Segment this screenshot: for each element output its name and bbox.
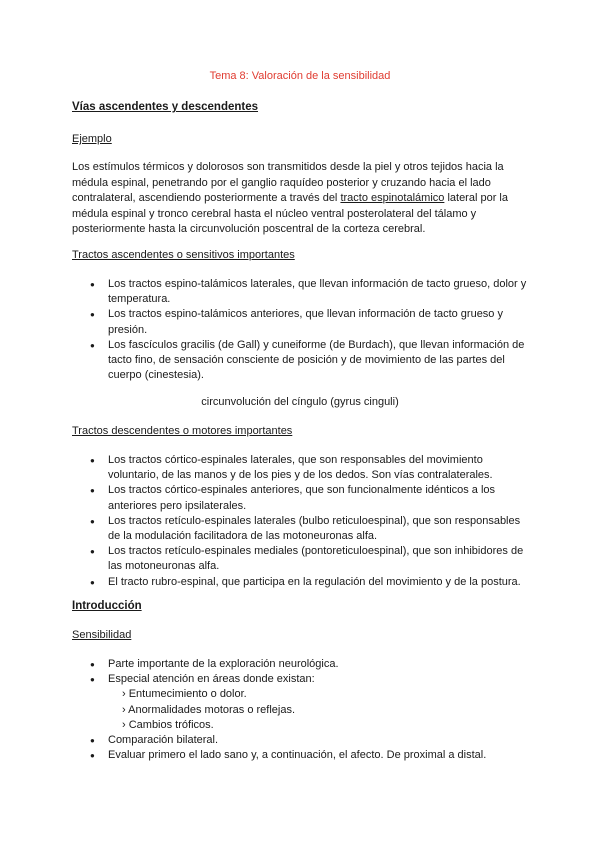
section-heading-vias: Vías ascendentes y descendentes — [72, 101, 259, 113]
section-heading-introduccion: Introducción — [72, 600, 142, 612]
list-item: ● Comparación bilateral. — [90, 733, 530, 748]
sub-list-item: › Anormalidades motoras o reflejas. — [122, 703, 296, 716]
list-item: ● Los tractos espino-talámicos anteriores, que llevan información de tacto grueso y presión. — [90, 307, 530, 337]
list-item: ● Los tractos córtico-espinales laterales, que son responsables del movimiento voluntario, de las manos y de los pies y de los dedos. Son vías contralaterales. — [90, 453, 530, 483]
ascending-tracts-list — [90, 277, 530, 383]
sub-list-item: › Entumecimiento o dolor. — [122, 688, 247, 701]
list-item: ● Los tractos córtico-espinales anteriores, que son funcionalmente idénticos a los anteriores pero ipsilaterales. — [90, 483, 530, 513]
list-item: ● Los tractos retículo-espinales mediales (pontoreticuloespinal), que son inhibidores de las motoneuronas alfa. — [90, 544, 530, 574]
ascending-tracts-heading: Tractos ascendentes o sensitivos importantes — [72, 249, 295, 261]
list-item: ● Evaluar primero el lado sano y, a continuación, el afecto. De proximal a distal. — [90, 748, 530, 763]
sub-list — [108, 687, 530, 733]
example-paragraph — [72, 160, 522, 238]
descending-tracts-heading: Tractos descendentes o motores importantes — [72, 425, 293, 437]
document-title: Tema 8: Valoración de la sensibilidad — [209, 70, 391, 82]
tracto-espinotalamico-link: tracto espinotalámico — [340, 192, 445, 204]
sensibilidad-heading: Sensibilidad — [72, 629, 132, 641]
list-item: ● Parte importante de la exploración neurológica. — [90, 657, 530, 672]
example-text-after: lateral por la médula espinal y tronco cerebral hasta el núcleo ventral posterolateral del tálamo y posteriormente hasta la circunvolución poscentral de la corteza cerebral. — [72, 192, 508, 235]
list-item: ● Los tractos espino-talámicos laterales, que llevan información de tacto grueso, dolor y temperatura. — [90, 277, 530, 307]
descending-tracts-list — [90, 453, 530, 590]
example-heading: Ejemplo — [72, 133, 112, 145]
centered-note: circunvolución del cíngulo (gyrus cinguli) — [201, 396, 399, 408]
sensibilidad-list — [90, 657, 530, 763]
list-item — [90, 672, 530, 733]
list-item: ● Los fascículos gracilis (de Gall) y cuneiforme (de Burdach), que llevan información de tacto fino, de sensación consciente de posición y de movimiento de las partes del cuerpo (cinestesia). — [90, 338, 530, 384]
list-item: ● El tracto rubro-espinal, que participa en la regulación del movimiento y de la postura. — [90, 575, 530, 590]
example-text-before: Los estímulos térmicos y dolorosos son transmitidos desde la piel y otros tejidos hacia la médula espinal, penetrando por el ganglio raquídeo posterior y cruzando hacia el lado contralateral, ascendiendo posteriormente a través del — [72, 161, 504, 204]
sub-list-item: › Cambios tróficos. — [122, 718, 214, 731]
list-item-text: Especial atención en áreas donde existan: — [108, 673, 315, 686]
list-item: ● Los tractos retículo-espinales laterales (bulbo reticuloespinal), que son responsables de la modulación facilitadora de las motoneuronas alfa. — [90, 514, 530, 544]
